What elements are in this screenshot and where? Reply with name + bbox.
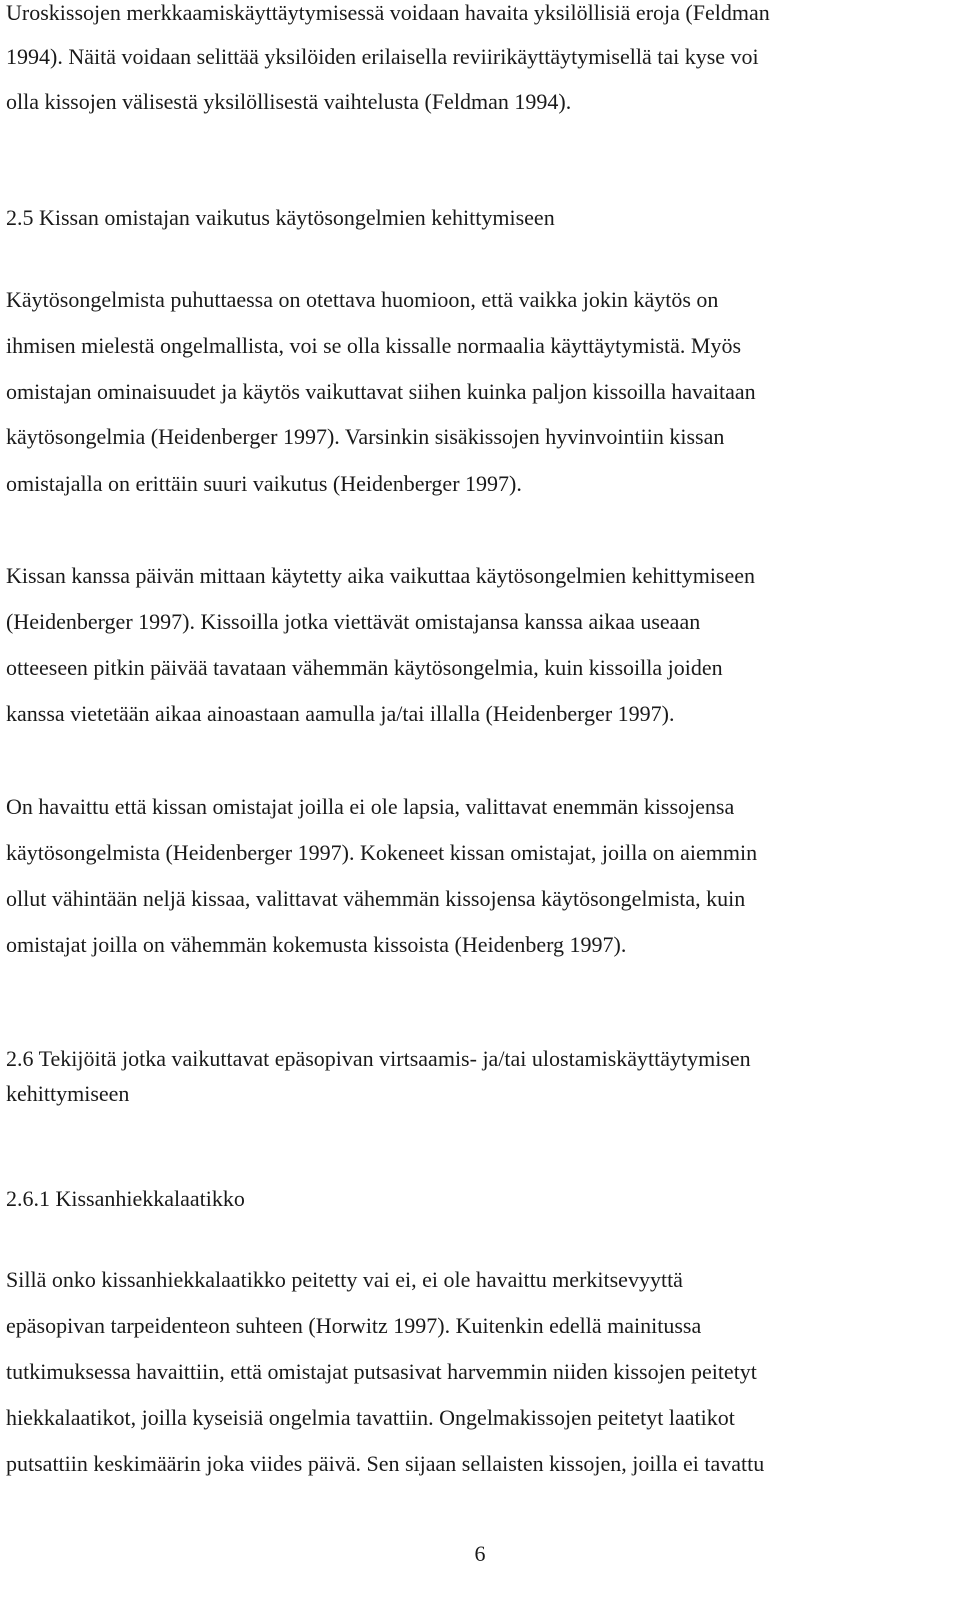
text-line: putsattiin keskimäärin joka viides päivä. Sen sijaan sellaisten kissojen, joilla ei tavattu	[6, 1451, 765, 1476]
text-line: On havaittu että kissan omistajat joilla ei ole lapsia, valittavat enemmän kissojensa	[6, 794, 735, 819]
text-line: Käytösongelmista puhuttaessa on otettava huomioon, että vaikka jokin käytös on	[6, 287, 719, 312]
text-line: hiekkalaatikot, joilla kyseisiä ongelmia tavattiin. Ongelmakissojen peitetyt laatikot	[6, 1405, 735, 1430]
text-line: omistajalla on erittäin suuri vaikutus (Heidenberger 1997).	[6, 471, 522, 496]
text-line: (Heidenberger 1997). Kissoilla jotka viettävät omistajansa kanssa aikaa useaan	[6, 609, 701, 634]
text-line: ihmisen mielestä ongelmallista, voi se olla kissalle normaalia käyttäytymistä. Myös	[6, 333, 742, 358]
text-line: ollut vähintään neljä kissaa, valittavat vähemmän kissojensa käytösongelmista, kuin	[6, 886, 746, 911]
page-number: 6	[474, 1541, 486, 1566]
text-line: otteeseen pitkin päivää tavataan vähemmän käytösongelmia, kuin kissoilla joiden	[6, 655, 723, 680]
text-line: Uroskissojen merkkaamiskäyttäytymisessä voidaan havaita yksilöllisiä eroja (Feldman	[6, 0, 770, 25]
text-line: käytösongelmia (Heidenberger 1997). Varsinkin sisäkissojen hyvinvointiin kissan	[6, 424, 725, 449]
heading-line: 2.6 Tekijöitä jotka vaikuttavat epäsopivan virtsaamis- ja/tai ulostamiskäyttäytymisen	[6, 1046, 751, 1071]
section-heading-2-5: 2.5 Kissan omistajan vaikutus käytösongelmien kehittymiseen	[6, 205, 555, 230]
text-line: epäsopivan tarpeidenteon suhteen (Horwitz 1997). Kuitenkin edellä mainitussa	[6, 1313, 702, 1338]
text-line: Sillä onko kissanhiekkalaatikko peitetty vai ei, ei ole havaittu merkitsevyyttä	[6, 1267, 683, 1292]
text-line: kanssa vietetään aikaa ainoastaan aamulla ja/tai illalla (Heidenberger 1997).	[6, 701, 675, 726]
text-line: käytösongelmista (Heidenberger 1997). Kokeneet kissan omistajat, joilla on aiemmin	[6, 840, 758, 865]
text-line: omistajat joilla on vähemmän kokemusta kissoista (Heidenberg 1997).	[6, 932, 627, 957]
text-line: omistajan ominaisuudet ja käytös vaikuttavat siihen kuinka paljon kissoilla havaitaan	[6, 379, 756, 404]
text-line: tutkimuksessa havaittiin, että omistajat putsasivat harvemmin niiden kissojen peitetyt	[6, 1359, 757, 1384]
heading-line: kehittymiseen	[6, 1081, 130, 1106]
text-line: 1994). Näitä voidaan selittää yksilöiden erilaisella reviirikäyttäytymisellä tai kyse voi	[6, 44, 759, 69]
section-heading-2-6-1: 2.6.1 Kissanhiekkalaatikko	[6, 1186, 245, 1211]
text-line: olla kissojen välisestä yksilöllisestä vaihtelusta (Feldman 1994).	[6, 89, 572, 114]
text-line: Kissan kanssa päivän mittaan käytetty aika vaikuttaa käytösongelmien kehittymiseen	[6, 563, 756, 588]
